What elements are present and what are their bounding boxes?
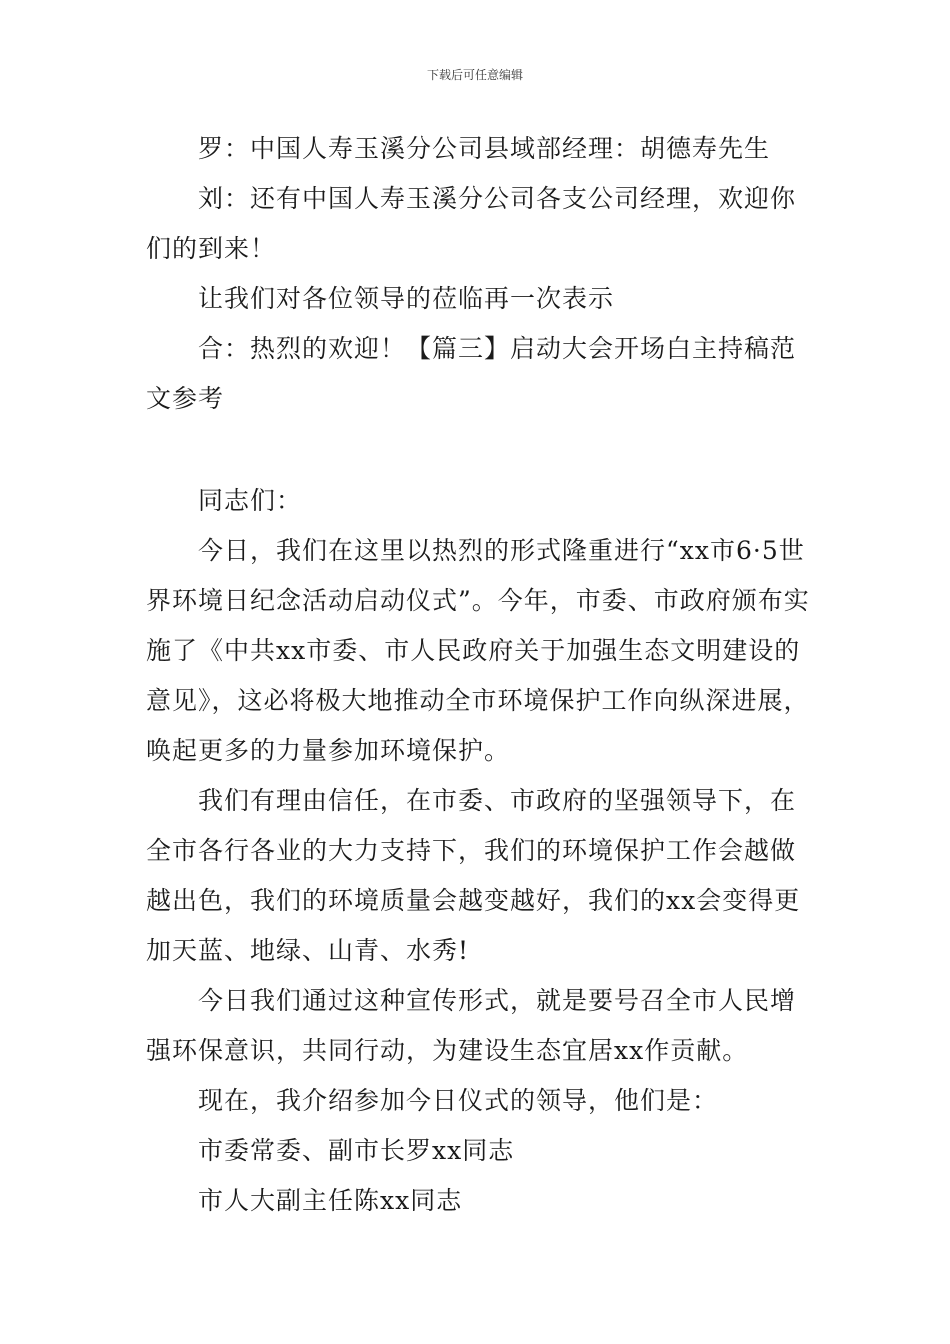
paragraph-1: 罗：中国人寿玉溪分公司县域部经理：胡德寿先生: [198, 134, 771, 163]
paragraph-7: 我们有理由信任，在市委、市政府的坚强领导下，在全市各行各业的大力支持下，我们的环境保护工作会越做越出色，我们的环境质量会越变越好，我们的xx会变得更加天蓝、地绿、山青、水秀!: [146, 786, 801, 965]
paragraph-11: 市人大副主任陈xx同志: [198, 1186, 463, 1215]
paragraph-4: 合：热烈的欢迎！【篇三】启动大会开场白主持稿范文参考: [146, 334, 797, 413]
blank-line: [146, 424, 810, 476]
page-header: 下载后可任意编辑: [426, 68, 523, 82]
paragraph-5: 同志们：: [198, 486, 303, 515]
paragraph-10: 市委常委、副市长罗xx同志: [198, 1136, 515, 1165]
paragraph-2: 刘：还有中国人寿玉溪分公司各支公司经理，欢迎你们的到来！: [146, 184, 797, 263]
paragraph-3: 让我们对各位领导的莅临再一次表示: [198, 284, 615, 313]
paragraph-6: 今日，我们在这里以热烈的形式隆重进行“xx市6·5世界环境日纪念活动启动仪式”。今年，市委、市政府颁布实施了《中共xx市委、市人民政府关于加强生态文明建设的意见》，这必将极大地推动全市环境保护工作向纵深进展，唤起更多的力量参加环境保护。: [146, 536, 810, 765]
document-body: [146, 124, 810, 1226]
paragraph-8: 今日我们通过这种宣传形式，就是要号召全市人民增强环保意识，共同行动，为建设生态宜居xx作贡献。: [146, 986, 797, 1065]
paragraph-9: 现在，我介绍参加今日仪式的领导，他们是：: [198, 1086, 719, 1115]
